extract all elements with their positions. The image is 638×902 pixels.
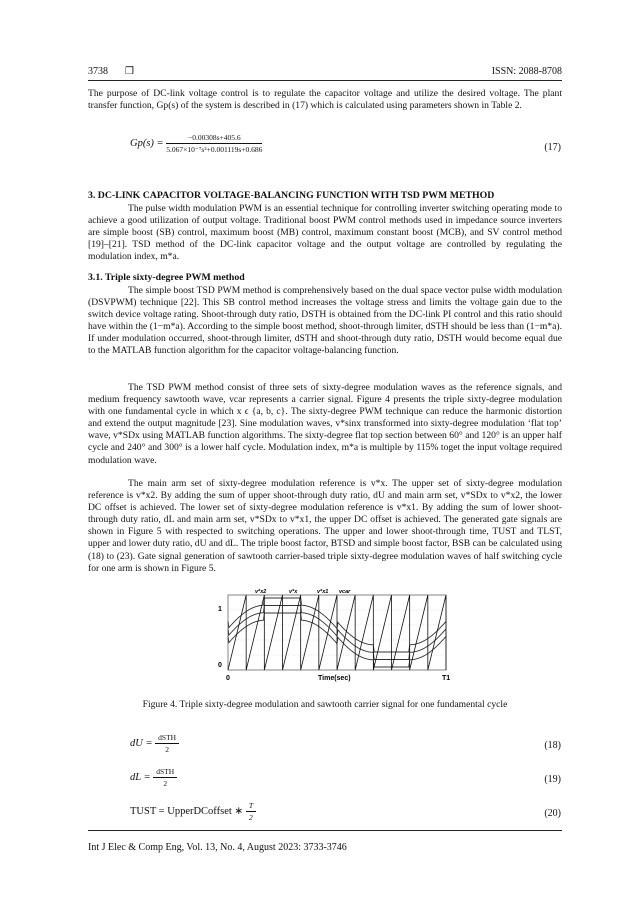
legend-vx2: v*x2 — [255, 589, 267, 595]
page-number: 3738 — [88, 66, 108, 77]
x-axis-label: Time(sec) — [318, 675, 351, 682]
footer-rule — [88, 830, 562, 831]
eq20-numerator: T — [246, 801, 256, 812]
eq19-number: (19) — [544, 774, 561, 785]
section-3-1-paragraph-1: The simple boost TSD PWM method is comprehensively based on the dual space vector pulse width modulation (DSVPWM) technique [22]. This SB control method increases the voltage stress and limits the voltage gain due to the switch device voltage rating. Shoot-through duty ratio, DSTH is obtained from the DC-link PI control and this ratio should have within the (1−m*a). According to the simple boost method, shoot-through limiter, dSTH should be less than (1−m*a). If under modulation occurred, shoot-through limiter, dSTH and shoot-through duty ratio, DSTH would become equal due to the MATLAB function algorithm for the capacitor voltage-balancing function. — [88, 285, 562, 357]
eq20-number: (20) — [544, 808, 561, 819]
legend-vx: v*x — [289, 589, 298, 595]
section-3-1-paragraph-3: The main arm set of sixty-degree modulation reference is v*x. The upper set of sixty-degree modulation reference is v*x2. By adding the sum of upper shoot-through duty ratio, dU and main arm set, v*SDx to v*x2, the lower DC offset is achieved. The lower set of sixty-degree modulation reference is v*x1. By adding the sum of lower shoot-through duty ratio, dL and main arm set, v*SDx to v*x1, the upper DC offset is achieved. The generated gate signals are shown in Figure 5 with respected to switching operations. The upper and lower shoot-through time, TUST and TLST, upper and lower duty ratio, dU and dL. The triple boost factor, BTSD and simple boost factor, BSB can be calculated using (18) to (23). Gate signal generation of sawtooth carrier-based triple sixty-degree modulation waves of half switching cycle for one arm is shown in Figure 5. — [88, 478, 562, 574]
eq17-denominator: 5.067×10⁻⁷s²+0.001119s+0.686 — [166, 145, 263, 154]
section-3-1-paragraph-2: The TSD PWM method consist of three sets of sixty-degree modulation waves as the reference signals, and medium frequency sawtooth wave, vcar represents a carrier signal. Figure 4 presents the triple sixty-degree modulation with one fundamental cycle in which x ϵ {a, b, c}. The sixty-degree PWM technique can reduce the harmonic distortion and extend the output magnitude [23]. Sine modulation waves, v*sinx transformed into sixty-degree modulation ‘flat top’ wave, v*SDx using MATLAB function algorithms. The sixty-degree flat top section between 60° and 120° is an upper half cycle and 240° and 300° is a lower half cycle. Modulation index, m*a is multiple by 115% toget the input voltage required modulation wave. — [88, 382, 562, 466]
y-tick-top: 1 — [218, 606, 222, 613]
x-tick-right: T1 — [442, 675, 451, 682]
series-vcar — [228, 595, 446, 670]
eq19-fraction — [153, 767, 177, 788]
intro-paragraph: The purpose of DC-link voltage control is to regulate the capacitor voltage and utilize the desired voltage. The plant transfer function, Gp(s) of the system is described in (17) which is calculated using parameters shown in Table 2. — [88, 88, 562, 112]
separator-icon: ❒ — [125, 66, 134, 77]
footer-citation: Int J Elec & Comp Eng, Vol. 13, No. 4, August 2023: 3733-3746 — [88, 842, 347, 853]
eq18-lhs: dU = — [130, 737, 153, 749]
eq18-denominator: 2 — [165, 745, 169, 754]
figure-4-caption: Figure 4. Triple sixty-degree modulation and sawtooth carrier signal for one fundamental cycle — [142, 699, 508, 710]
eq19-denominator: 2 — [163, 779, 168, 788]
equation-19 — [130, 767, 177, 788]
legend-vcar: vcar — [339, 589, 351, 595]
eq19-lhs: dL = — [130, 771, 151, 783]
eq20-lhs: TUST = UpperDCoffset ∗ — [130, 805, 244, 817]
eq20-denominator: 2 — [249, 813, 253, 822]
eq18-fraction — [155, 733, 179, 754]
issn: ISSN: 2088-8708 — [491, 66, 562, 77]
eq18-number: (18) — [544, 740, 561, 751]
eq20-fraction — [246, 801, 256, 822]
section-3-1-heading: 3.1. Triple sixty-degree PWM method — [88, 272, 245, 283]
figure-4-chart — [200, 585, 460, 690]
eq17-numerator: −0.00308s+405.6 — [166, 133, 262, 144]
section-3-heading: 3. DC-LINK CAPACITOR VOLTAGE-BALANCING FUNCTION WITH TSD PWM METHOD — [88, 190, 495, 201]
eq17-lhs: Gp(s) = — [130, 137, 164, 149]
equation-20 — [130, 801, 256, 822]
legend-vx1: v*x1 — [317, 589, 329, 595]
plot-carrier — [228, 595, 446, 670]
section-3-paragraph: The pulse width modulation PWM is an essential technique for controlling inverter switching operating mode to achieve a good utilization of output voltage. Traditional boost PWM control methods used in impedance source inverters are simple boost (SB) control, maximum boost (MB) control, maximum constant boost (MCB), and SV control method [19]–[21]. TSD method of the DC-link capacitor voltage and the output voltage are controlled by regulating the modulation index, m*a. — [88, 203, 562, 263]
eq17-fraction — [166, 133, 262, 154]
equation-17 — [130, 133, 262, 154]
header-rule — [88, 80, 562, 81]
y-tick-bottom: 0 — [218, 662, 222, 669]
eq19-numerator: dSTH — [153, 767, 177, 778]
equation-18 — [130, 733, 179, 754]
eq17-number: (17) — [544, 142, 561, 153]
x-tick-left: 0 — [226, 675, 230, 682]
eq18-numerator: dSTH — [155, 733, 179, 744]
